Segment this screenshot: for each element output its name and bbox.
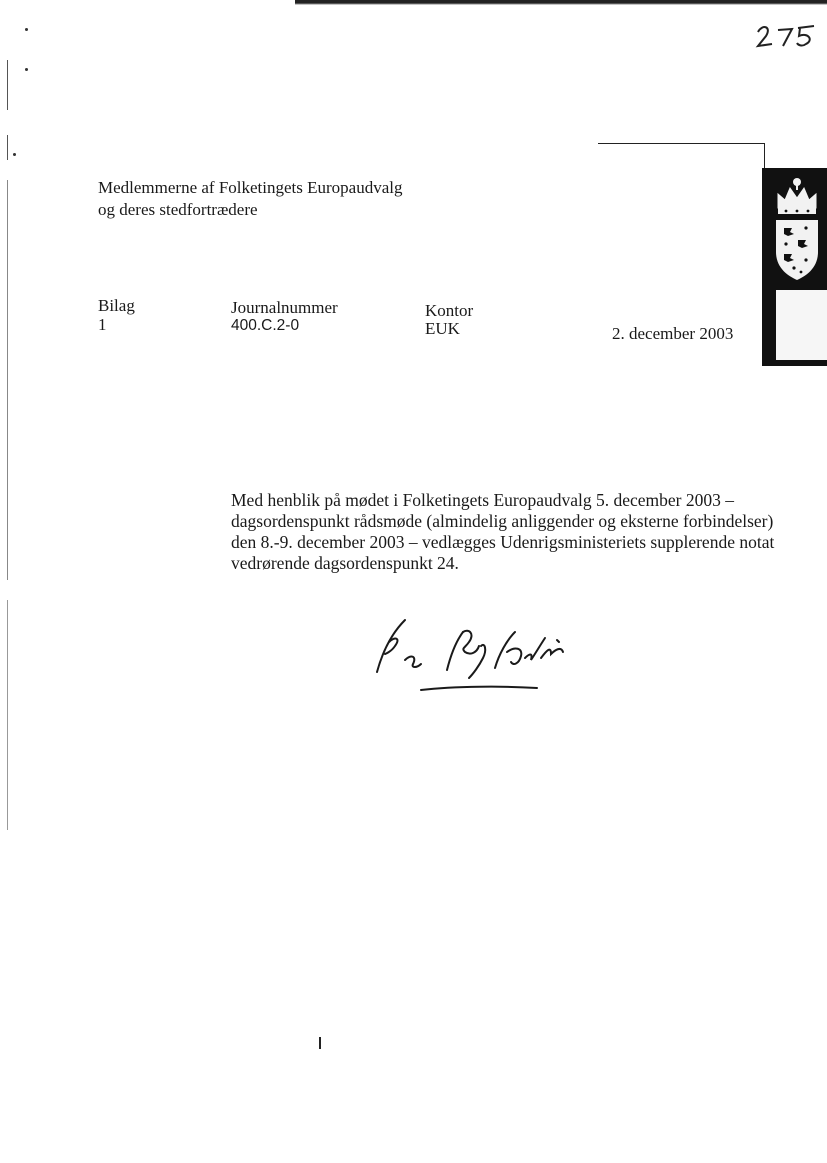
body-line: vedrørende dagsordenspunkt 24.: [231, 553, 459, 573]
journal-label: Journalnummer: [231, 298, 338, 317]
letterhead-rule: [764, 143, 765, 171]
scan-speck: [25, 68, 28, 71]
handwritten-signature: [365, 610, 585, 705]
scan-speck: [13, 153, 16, 156]
letterhead-rule: [598, 143, 765, 144]
letter-date: 2. december 2003: [612, 324, 734, 343]
kontor-value: EUK: [425, 319, 460, 338]
royal-crest-icon: [770, 174, 824, 284]
body-line: Med henblik på mødet i Folketingets Europaudvalg 5. december 2003 –: [231, 490, 735, 510]
scan-edge-mark: [7, 60, 8, 110]
scan-edge-mark: [7, 135, 8, 160]
body-line: den 8.-9. december 2003 – vedlægges Udenrigsministeriets supplerende notat: [231, 532, 775, 552]
addressee-block: [98, 177, 403, 221]
letterhead-gap: [776, 290, 827, 360]
journal-value: 400.C.2-0: [231, 317, 300, 334]
letter-body: [231, 490, 791, 574]
bilag-label: Bilag: [98, 296, 135, 315]
scan-edge-mark: [7, 180, 8, 580]
addressee-line: Medlemmerne af Folketingets Europaudvalg: [98, 178, 403, 197]
scan-speck: [319, 1037, 321, 1049]
scan-speck: [25, 28, 28, 31]
body-line: dagsordenspunkt rådsmøde (almindelig anliggender og eksterne forbindelser): [231, 511, 774, 531]
scan-top-rule: [295, 0, 827, 5]
scan-edge-mark: [7, 600, 8, 830]
kontor-label: Kontor: [425, 301, 474, 320]
bilag-value: 1: [98, 315, 107, 334]
handwritten-page-number: [752, 14, 822, 54]
addressee-line: og deres stedfortrædere: [98, 200, 258, 219]
